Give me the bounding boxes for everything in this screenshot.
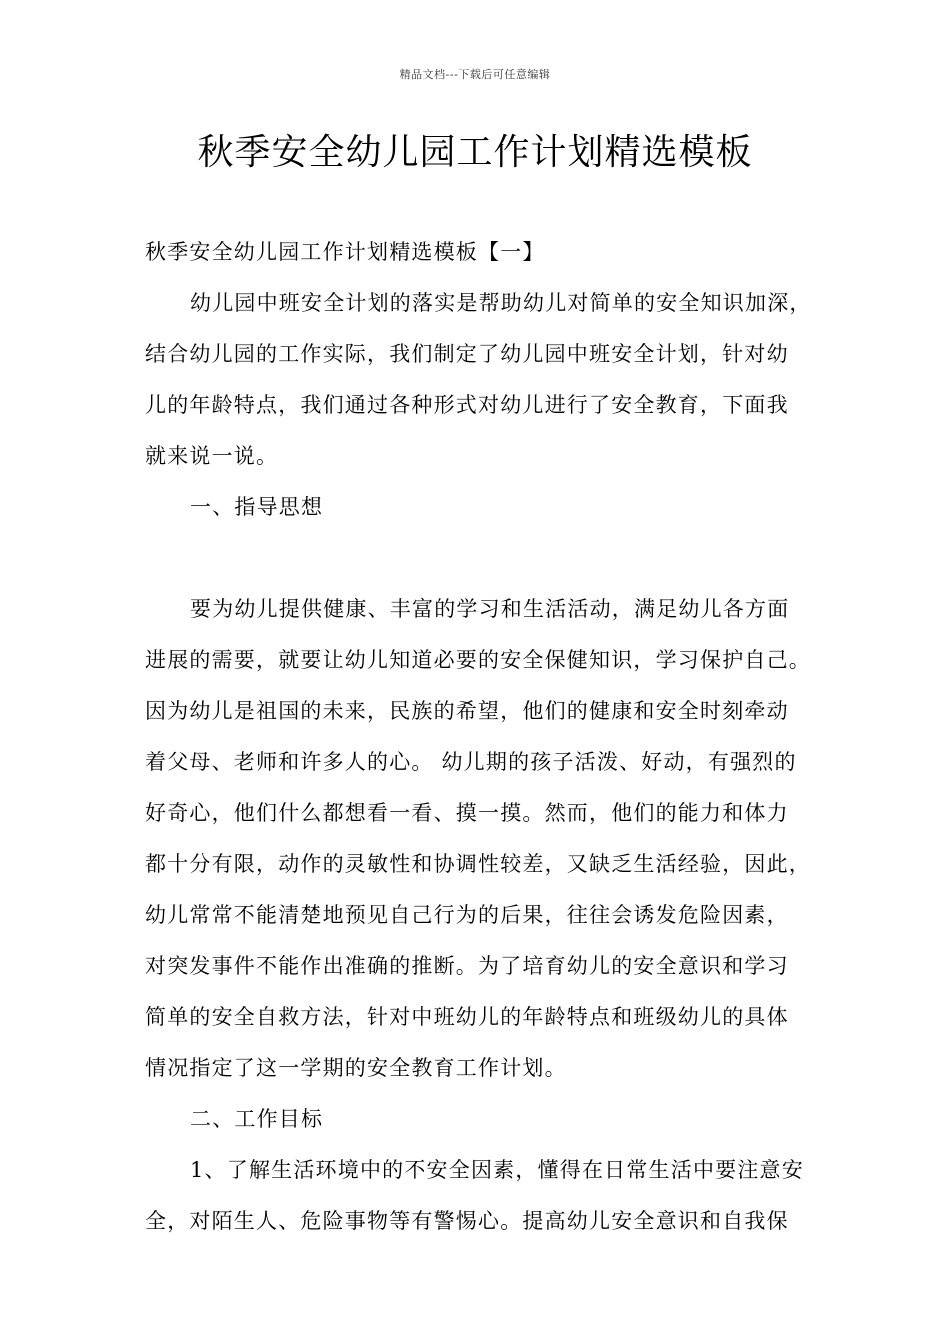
paragraph-2-line: 简单的安全自救方法，针对中班幼儿的年龄特点和班级幼儿的具体 — [145, 1005, 789, 1029]
paragraph-2-line: 情况指定了这一学期的安全教育工作计划。 — [145, 1056, 567, 1080]
paragraph-2-line: 对突发事件不能作出准确的推断。为了培育幼儿的安全意识和学习 — [145, 954, 789, 978]
section-subtitle: 秋季安全幼儿园工作计划精选模板【一】 — [145, 240, 545, 264]
paragraph-2-line: 进展的需要，就要让幼儿知道必要的安全保健知识，学习保护自己。 — [145, 648, 811, 672]
paragraph-1-line: 幼儿园中班安全计划的落实是帮助幼儿对简单的安全知识加深， — [190, 291, 812, 315]
paragraph-2-line: 幼儿常常不能清楚地预见自己行为的后果，往往会诱发危险因素， — [145, 903, 789, 927]
paragraph-1-line: 就来说一说。 — [145, 444, 279, 468]
paragraph-3-line: 1、了解生活环境中的不安全因素，懂得在日常生活中要注意安 — [190, 1158, 804, 1182]
paragraph-2-line: 因为幼儿是祖国的未来，民族的希望，他们的健康和安全时刻牵动 — [145, 699, 789, 723]
heading-guiding-principle: 一、指导思想 — [190, 495, 324, 519]
header-note: 精品文档---下载后可任意编辑 — [399, 68, 551, 81]
document-body — [145, 227, 810, 1247]
paragraph-2-line: 好奇心，他们什么都想看一看、摸一摸。然而，他们的能力和体力 — [145, 801, 789, 825]
blank-line — [145, 533, 810, 584]
paragraph-2-line: 要为幼儿提供健康、丰富的学习和生活活动，满足幼儿各方面 — [190, 597, 790, 621]
paragraph-1-line: 结合幼儿园的工作实际，我们制定了幼儿园中班安全计划，针对幼 — [145, 342, 789, 366]
document-title: 秋季安全幼儿园工作计划精选模板 — [197, 132, 753, 173]
heading-work-goals: 二、工作目标 — [190, 1107, 324, 1131]
paragraph-3-line: 全，对陌生人、危险事物等有警惕心。提高幼儿安全意识和自我保 — [145, 1209, 789, 1233]
paragraph-2-line: 着父母、老师和许多人的心。 幼儿期的孩子活泼、好动，有强烈的 — [145, 750, 797, 774]
paragraph-2-line: 都十分有限，动作的灵敏性和协调性较差，又缺乏生活经验，因此， — [145, 852, 811, 876]
paragraph-1-line: 儿的年龄特点，我们通过各种形式对幼儿进行了安全教育，下面我 — [145, 393, 789, 417]
